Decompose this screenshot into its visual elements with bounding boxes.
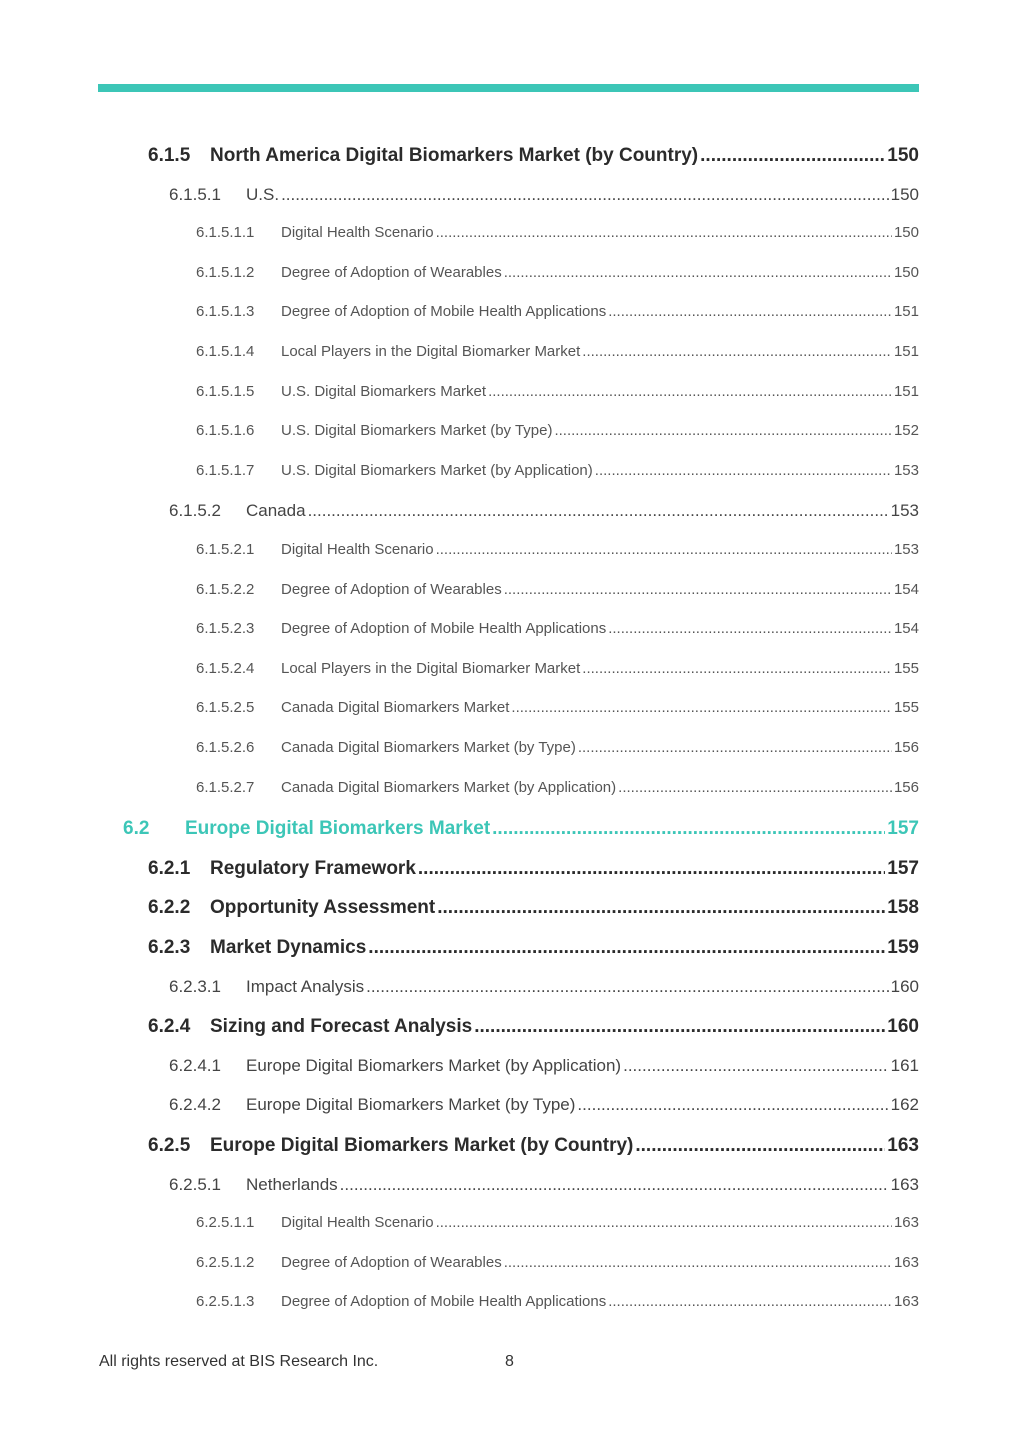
toc-entry[interactable] (196, 779, 919, 796)
toc-dot-leader (308, 501, 889, 521)
toc-entry-title: Degree of Adoption of Wearables (281, 581, 502, 598)
toc-entry[interactable] (196, 383, 919, 400)
toc-entry[interactable] (148, 145, 919, 167)
toc-entry-title: U.S. (246, 185, 280, 204)
toc-dot-leader (492, 818, 885, 840)
toc-entry[interactable] (196, 264, 919, 281)
toc-dot-leader (340, 1175, 889, 1195)
toc-entry[interactable] (123, 818, 919, 840)
toc-entry[interactable] (148, 897, 919, 919)
toc-dot-leader (623, 1056, 889, 1076)
toc-entry-title: Europe Digital Biomarkers Market (by Type) (246, 1095, 576, 1114)
toc-entry-page: 163 (893, 1293, 919, 1310)
toc-dot-leader (437, 897, 885, 919)
toc-dot-leader (366, 977, 889, 997)
toc-dot-leader (368, 937, 885, 959)
toc-dot-leader (608, 1293, 892, 1310)
toc-entry-number: 6.1.5.1 (169, 185, 221, 204)
toc-entry-number: 6.1.5.1.3 (196, 303, 255, 320)
toc-entry-number: 6.2.4.1 (169, 1056, 221, 1075)
toc-entry-number: 6.2 (123, 818, 150, 839)
toc-dot-leader (577, 1095, 888, 1115)
toc-entry[interactable] (196, 541, 919, 558)
toc-entry-title: Degree of Adoption of Wearables (281, 1254, 502, 1271)
toc-dot-leader (618, 779, 892, 796)
toc-entry[interactable] (196, 224, 919, 241)
toc-entry-title: Sizing and Forecast Analysis (210, 1016, 473, 1037)
toc-dot-leader (608, 620, 892, 637)
toc-dot-leader (595, 462, 892, 479)
toc-entry-title: Digital Health Scenario (281, 224, 434, 241)
toc-entry[interactable] (196, 620, 919, 637)
toc-entry[interactable] (169, 1056, 919, 1076)
toc-entry-page: 150 (890, 185, 919, 204)
toc-entry-number: 6.1.5.1.5 (196, 383, 255, 400)
toc-entry-page: 151 (893, 303, 919, 320)
toc-entry-title: Digital Health Scenario (281, 1214, 434, 1231)
toc-dot-leader (578, 739, 892, 756)
toc-entry-page: 163 (890, 1175, 919, 1194)
toc-entry-page: 153 (893, 462, 919, 479)
toc-entry-number: 6.2.3.1 (169, 977, 221, 996)
toc-entry-page: 162 (890, 1095, 919, 1114)
toc-dot-leader (488, 383, 892, 400)
toc-entry-number: 6.1.5.2.2 (196, 581, 255, 598)
toc-entry-title: U.S. Digital Biomarkers Market (281, 383, 487, 400)
footer-page-number: 8 (505, 1353, 514, 1370)
toc-dot-leader (436, 1214, 892, 1231)
toc-entry-page: 154 (893, 620, 919, 637)
toc-entry-title: Digital Health Scenario (281, 541, 434, 558)
toc-entry-number: 6.1.5.2.7 (196, 779, 255, 796)
toc-entry-page: 157 (887, 818, 919, 839)
toc-entry[interactable] (169, 501, 919, 521)
toc-entry[interactable] (169, 1095, 919, 1115)
toc-entry-number: 6.2.4.2 (169, 1095, 221, 1114)
toc-entry-title: U.S. Digital Biomarkers Market (by Application) (281, 462, 593, 479)
toc-entry-number: 6.2.5 (148, 1135, 191, 1156)
toc-entry-number: 6.1.5.2.3 (196, 620, 255, 637)
toc-entry-page: 160 (890, 977, 919, 996)
toc-entry-page: 163 (893, 1254, 919, 1271)
toc-entry[interactable] (196, 1293, 919, 1310)
toc-entry-page: 150 (893, 264, 919, 281)
toc-entry-title: Impact Analysis (246, 977, 365, 996)
toc-dot-leader (554, 422, 892, 439)
toc-dot-leader (635, 1135, 885, 1157)
toc-entry[interactable] (196, 422, 919, 439)
toc-entry-page: 163 (887, 1135, 919, 1156)
toc-entry-number: 6.2.5.1 (169, 1175, 221, 1194)
toc-dot-leader (582, 343, 892, 360)
toc-entry[interactable] (196, 581, 919, 598)
toc-entry-number: 6.1.5.1.7 (196, 462, 255, 479)
toc-entry-number: 6.2.5.1.1 (196, 1214, 255, 1231)
toc-entry-number: 6.1.5.2.4 (196, 660, 255, 677)
toc-dot-leader (504, 1254, 892, 1271)
toc-entry-number: 6.2.2 (148, 897, 191, 918)
toc-entry-number: 6.1.5.2.6 (196, 739, 255, 756)
toc-entry-title: Canada Digital Biomarkers Market (281, 699, 510, 716)
toc-entry-number: 6.1.5.1.2 (196, 264, 255, 281)
top-accent-rule (98, 84, 919, 92)
toc-entry[interactable] (196, 343, 919, 360)
toc-entry[interactable] (148, 1016, 919, 1038)
toc-entry-title: Degree of Adoption of Wearables (281, 264, 502, 281)
toc-entry-title: Canada Digital Biomarkers Market (by Application) (281, 779, 617, 796)
toc-entry[interactable] (196, 1254, 919, 1271)
toc-entry-page: 152 (893, 422, 919, 439)
toc-entry-number: 6.1.5.2.1 (196, 541, 255, 558)
toc-entry[interactable] (148, 937, 919, 959)
toc-entry[interactable] (148, 1135, 919, 1157)
toc-entry-number: 6.1.5.1.6 (196, 422, 255, 439)
footer-copyright: All rights reserved at BIS Research Inc. (99, 1353, 379, 1370)
toc-dot-leader (608, 303, 892, 320)
toc-entry-title: Local Players in the Digital Biomarker Market (281, 660, 581, 677)
toc-entry-page: 150 (893, 224, 919, 241)
toc-entry[interactable] (196, 303, 919, 320)
toc-dot-leader (474, 1016, 885, 1038)
toc-entry-page: 156 (893, 739, 919, 756)
toc-entry-page: 151 (893, 343, 919, 360)
toc-entry-page: 155 (893, 699, 919, 716)
toc-entry-page: 161 (890, 1056, 919, 1075)
toc-dot-leader (504, 581, 892, 598)
toc-entry[interactable] (196, 1214, 919, 1231)
toc-entry-title: Europe Digital Biomarkers Market (by Country) (210, 1135, 634, 1156)
toc-entry-page: 151 (893, 383, 919, 400)
toc-entry-page: 155 (893, 660, 919, 677)
toc-entry[interactable] (196, 462, 919, 479)
toc-entry-title: U.S. Digital Biomarkers Market (by Type) (281, 422, 553, 439)
toc-entry[interactable] (196, 660, 919, 677)
toc-entry[interactable] (169, 977, 919, 997)
toc-entry-number: 6.1.5 (148, 145, 191, 166)
toc-entry-title: Europe Digital Biomarkers Market (by Application) (246, 1056, 622, 1075)
toc-entry-title: Regulatory Framework (210, 858, 416, 879)
toc-entry-page: 153 (890, 501, 919, 520)
toc-dot-leader (418, 858, 885, 880)
toc-entry-title: North America Digital Biomarkers Market (by Country) (210, 145, 699, 166)
toc-entry-page: 159 (887, 937, 919, 958)
toc-entry-page: 154 (893, 581, 919, 598)
toc-entry-number: 6.2.5.1.2 (196, 1254, 255, 1271)
toc-dot-leader (504, 264, 892, 281)
toc-entry-title: Degree of Adoption of Mobile Health Applications (281, 1293, 607, 1310)
toc-dot-leader (281, 185, 889, 205)
toc-entry-number: 6.2.4 (148, 1016, 191, 1037)
toc-entry-page: 163 (893, 1214, 919, 1231)
toc-entry[interactable] (169, 1175, 919, 1195)
toc-entry-number: 6.1.5.1.1 (196, 224, 255, 241)
toc-entry-page: 156 (893, 779, 919, 796)
toc-dot-leader (511, 699, 892, 716)
toc-entry-title: Local Players in the Digital Biomarker Market (281, 343, 581, 360)
toc-entry-page: 150 (887, 145, 919, 166)
toc-entry[interactable] (196, 699, 919, 716)
toc-entry[interactable] (196, 739, 919, 756)
toc-dot-leader (436, 541, 892, 558)
toc-entry-title: Market Dynamics (210, 937, 367, 958)
toc-entry-page: 158 (887, 897, 919, 918)
toc-entry-page: 153 (893, 541, 919, 558)
toc-entry-number: 6.1.5.1.4 (196, 343, 255, 360)
toc-entry-page: 160 (887, 1016, 919, 1037)
toc-entry-title: Europe Digital Biomarkers Market (185, 818, 491, 839)
toc-entry-title: Netherlands (246, 1175, 338, 1194)
toc-entry-title: Degree of Adoption of Mobile Health Applications (281, 620, 607, 637)
toc-entry-number: 6.2.5.1.3 (196, 1293, 255, 1310)
toc-entry-title: Degree of Adoption of Mobile Health Applications (281, 303, 607, 320)
toc-entry-page: 157 (887, 858, 919, 879)
toc-entry-title: Canada Digital Biomarkers Market (by Type) (281, 739, 576, 756)
toc-entry[interactable] (169, 185, 919, 205)
toc-dot-leader (582, 660, 892, 677)
toc-entry-number: 6.2.1 (148, 858, 191, 879)
toc-dot-leader (436, 224, 892, 241)
toc-dot-leader (700, 145, 885, 167)
toc-entry-number: 6.1.5.2.5 (196, 699, 255, 716)
toc-entry[interactable] (148, 858, 919, 880)
toc-entry-title: Canada (246, 501, 306, 520)
toc-entry-number: 6.2.3 (148, 937, 191, 958)
toc-entry-title: Opportunity Assessment (210, 897, 436, 918)
toc-entry-number: 6.1.5.2 (169, 501, 221, 520)
